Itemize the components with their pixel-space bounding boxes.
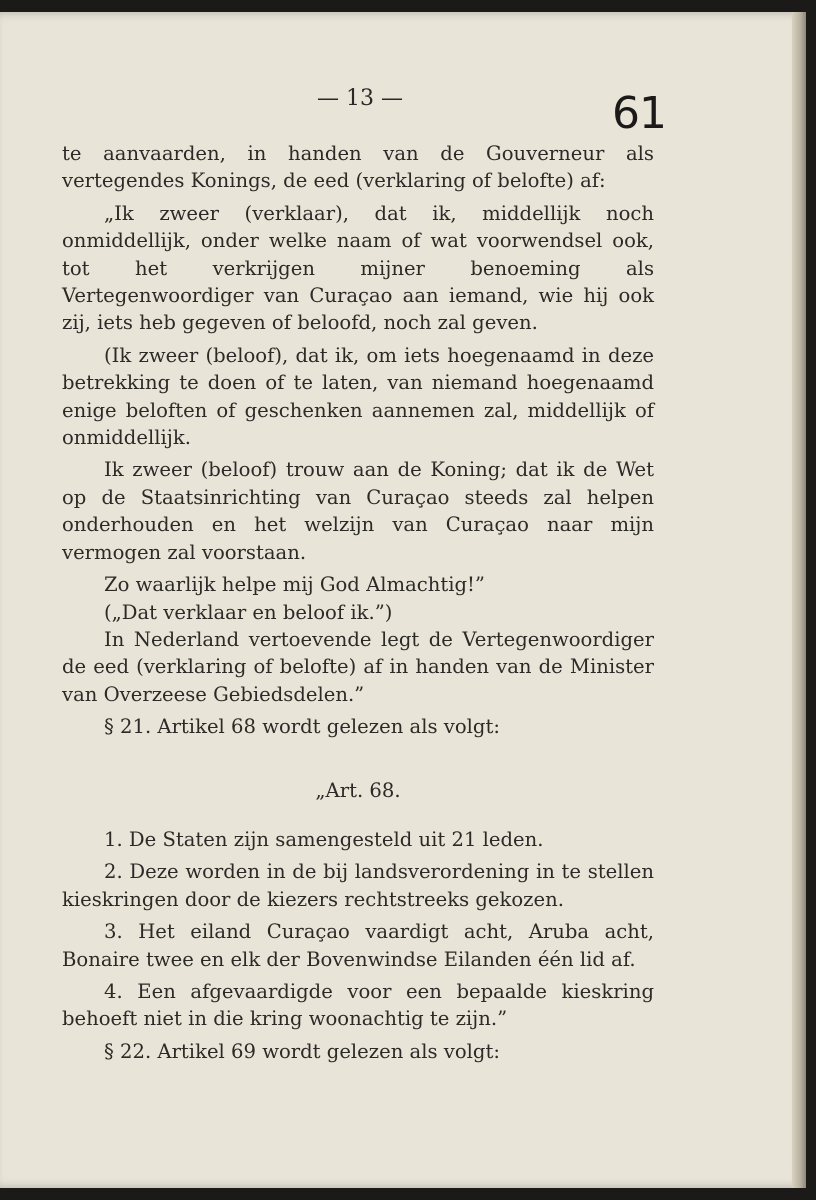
list-item: 2. Deze worden in de bij landsverordening in te stellen kieskringen door de kiezers rechtstreeks gekozen. <box>62 860 654 911</box>
body-text <box>62 140 654 1065</box>
article-heading: „Art. 68. <box>315 778 401 802</box>
document-page <box>0 12 806 1188</box>
section-paragraph: § 22. Artikel 69 wordt gelezen als volgt: <box>104 1039 500 1063</box>
paragraph: Ik zweer (beloof) trouw aan de Koning; dat ik de Wet op de Staatsinrichting van Curaçao steeds zal helpen onderhouden en het welzijn van Curaçao naar mijn vermogen zal voorstaan. <box>62 458 654 564</box>
folio-number: 61 <box>612 88 666 139</box>
page-number: — 13 — <box>317 86 403 111</box>
list-item: 3. Het eiland Curaçao vaardigt acht, Aruba acht, Bonaire twee en elk der Bovenwindse Eilanden één lid af. <box>62 920 654 971</box>
page-edge <box>792 12 806 1188</box>
section-paragraph: § 21. Artikel 68 wordt gelezen als volgt: <box>104 715 500 739</box>
paragraph: te aanvaarden, in handen van de Gouverneur als vertegendes Konings, de eed (verklaring of belofte) af: <box>62 142 654 193</box>
list-item: 1. De Staten zijn samengesteld uit 21 leden. <box>104 827 544 851</box>
list-item: 4. Een afgevaardigde voor een bepaalde kieskring behoeft niet in die kring woonachtig te zijn.” <box>62 979 654 1031</box>
paragraph: „Ik zweer (verklaar), dat ik, middellijk noch onmiddellijk, onder welke naam of wat voorwendsel ook, tot het verkrijgen mijner benoeming als Vertegenwoordiger van Curaçao aan iemand, wie hij ook zij, iets heb gegeven of beloofd, noch zal geven. <box>62 201 654 335</box>
paragraph: In Nederland vertoevende legt de Vertegenwoordiger de eed (verklaring of belofte) af in handen van de Minister van Overzeese Gebiedsdelen.” <box>62 627 654 706</box>
paragraph: Zo waarlijk helpe mij God Almachtig!” <box>104 573 485 597</box>
paragraph: (Ik zweer (beloof), dat ik, om iets hoegenaamd in deze betrekking te doen of te laten, van niemand hoegenaamd enige beloften of geschenken aannemen zal, middellijk of onmiddellijk. <box>62 343 654 450</box>
paragraph: („Dat verklaar en beloof ik.”) <box>104 600 393 624</box>
